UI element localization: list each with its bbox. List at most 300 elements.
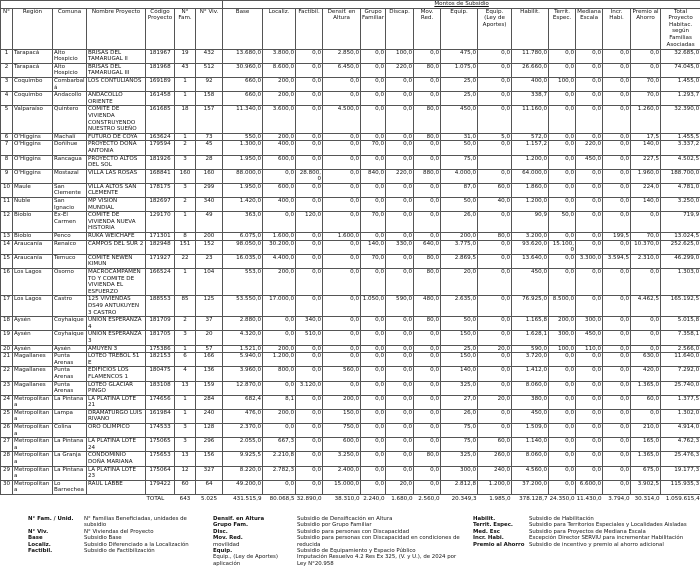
- table-row: [1, 452, 700, 466]
- table-cell: 1.960,0: [631, 169, 661, 183]
- table-cell: 0,0: [323, 198, 361, 212]
- table-cell: 50,0: [441, 198, 478, 212]
- legend-term: Disc.: [213, 529, 293, 535]
- table-cell: 13: [1, 233, 13, 241]
- table-cell: Penco: [53, 233, 87, 241]
- table-cell: Magallanes: [13, 353, 53, 367]
- table-cell: Los Lagos: [13, 269, 53, 296]
- table-row: [1, 63, 700, 77]
- table-cell: 0,0: [323, 155, 361, 169]
- table-cell: 0,0: [603, 452, 631, 466]
- project-name-cell: BRISAS DEL TAMARUGAL III: [87, 63, 146, 77]
- table-cell: 0,0: [549, 49, 576, 63]
- legend-description: Subsidio de Habilitación: [529, 516, 696, 522]
- table-cell: Metropolitana: [13, 409, 53, 423]
- table-cell: 0,0: [361, 63, 386, 77]
- table-cell: 4: [175, 367, 196, 381]
- table-cell: 0,0: [323, 77, 361, 91]
- table-cell: 166524: [146, 269, 175, 296]
- table-cell: 299: [196, 183, 223, 197]
- table-cell: 0,0: [603, 49, 631, 63]
- table-cell: 0,0: [386, 198, 414, 212]
- table-cell: 15.000,0: [323, 480, 361, 494]
- table-cell: 1.075,0: [441, 63, 478, 77]
- table-cell: 12.870,0: [223, 381, 263, 395]
- project-name-cell: LA PLATINA LOTE 21: [87, 395, 146, 409]
- table-cell: 0,0: [414, 155, 441, 169]
- table-cell: 152: [196, 240, 223, 254]
- table-cell: Temuco: [53, 254, 87, 268]
- table-cell: 11.340,0: [223, 106, 263, 133]
- table-cell: 18: [175, 106, 196, 133]
- table-row: [1, 198, 700, 212]
- table-cell: 22: [175, 254, 196, 268]
- table-cell: 0,0: [576, 198, 603, 212]
- table-cell: 0,0: [296, 106, 323, 133]
- table-cell: 22: [1, 367, 13, 381]
- table-cell: Araucanía: [13, 254, 53, 268]
- table-cell: 11.780,0: [512, 49, 549, 63]
- table-cell: 0,0: [386, 367, 414, 381]
- table-cell: Colina: [53, 424, 87, 438]
- table-cell: 240,0: [478, 466, 512, 480]
- table-cell: 0,0: [296, 438, 323, 452]
- table-cell: 53.550,0: [223, 296, 263, 317]
- column-header: Habilit.: [512, 8, 549, 49]
- table-cell: Biobío: [13, 233, 53, 241]
- table-cell: 0,0: [576, 424, 603, 438]
- table-cell: 0,0: [323, 345, 361, 353]
- table-cell: 0,0: [323, 240, 361, 254]
- table-cell: 0,0: [414, 183, 441, 197]
- project-name-cell: RAUL LABBE: [87, 480, 146, 494]
- table-cell: 64.000,0: [512, 169, 549, 183]
- table-cell: 0,0: [386, 409, 414, 423]
- table-cell: 2.850,0: [323, 49, 361, 63]
- table-cell: 7.358,1: [661, 331, 700, 345]
- table-cell: 17: [1, 296, 13, 317]
- table-cell: 0,0: [263, 212, 296, 233]
- table-cell: 3.594,5: [603, 254, 631, 268]
- table-cell: 0,0: [361, 395, 386, 409]
- table-cell: 136: [196, 367, 223, 381]
- legend-description: Subsidio para Proyectos de Mediana Escala: [529, 529, 696, 535]
- table-cell: 182948: [146, 240, 175, 254]
- table-cell: 0,0: [549, 480, 576, 494]
- table-cell: 300,0: [441, 466, 478, 480]
- table-cell: 16.035,0: [223, 254, 263, 268]
- table-cell: 0,0: [386, 92, 414, 106]
- total-cell: 80.068,5: [263, 495, 296, 505]
- table-cell: 1: [175, 409, 196, 423]
- table-cell: 20: [196, 331, 223, 345]
- table-cell: 1: [175, 212, 196, 233]
- table-row: [1, 438, 700, 452]
- table-cell: 45: [196, 141, 223, 155]
- project-name-cell: VILLA LAS ROSAS: [87, 169, 146, 183]
- table-cell: 49.200,0: [223, 480, 263, 494]
- table-cell: 0,0: [386, 466, 414, 480]
- table-cell: 0,0: [478, 63, 512, 77]
- table-cell: 7.292,0: [661, 367, 700, 381]
- table-cell: 50,0: [441, 141, 478, 155]
- legend-description: Subsidio de Densificación en Altura: [297, 516, 469, 522]
- table-cell: 8.600,0: [263, 63, 296, 77]
- table-cell: 181705: [146, 331, 175, 345]
- table-cell: 0,0: [549, 254, 576, 268]
- table-cell: 0,0: [414, 233, 441, 241]
- table-cell: 0,0: [263, 317, 296, 331]
- table-cell: 0,0: [603, 424, 631, 438]
- table-cell: 0,0: [603, 409, 631, 423]
- table-cell: 0,0: [549, 424, 576, 438]
- table-cell: 161984: [146, 409, 175, 423]
- table-cell: 0,0: [576, 77, 603, 91]
- table-cell: 0,0: [603, 169, 631, 183]
- legend-description: reducida: [297, 542, 469, 548]
- column-header: Factibil.: [296, 8, 323, 49]
- table-cell: 0,0: [414, 367, 441, 381]
- table-row: [1, 345, 700, 353]
- table-cell: 220,0: [576, 141, 603, 155]
- table-cell: 0,0: [478, 77, 512, 91]
- table-cell: 2.370,0: [223, 424, 263, 438]
- table-cell: 1.600,0: [263, 233, 296, 241]
- table-cell: 0,0: [549, 381, 576, 395]
- table-cell: 0,0: [296, 49, 323, 63]
- table-cell: 240: [196, 409, 223, 423]
- table-cell: 296: [196, 438, 223, 452]
- table-cell: 20,0: [386, 480, 414, 494]
- table-cell: 0,0: [549, 438, 576, 452]
- table-cell: 26,0: [441, 212, 478, 233]
- table-cell: 174656: [146, 395, 175, 409]
- table-cell: 667,3: [263, 438, 296, 452]
- table-cell: Lampa: [53, 409, 87, 423]
- table-cell: 200,0: [441, 233, 478, 241]
- legend-description: N° Familias Beneficiadas, unidades de subsidio: [84, 516, 209, 529]
- total-cell: 378.128,7: [512, 495, 549, 505]
- column-header-row: [1, 8, 700, 49]
- table-cell: 14: [1, 240, 13, 254]
- table-cell: 8.220,0: [223, 466, 263, 480]
- table-row: [1, 409, 700, 423]
- table-cell: 0,0: [361, 106, 386, 133]
- table-cell: 210,0: [631, 424, 661, 438]
- table-cell: 4.781,0: [661, 183, 700, 197]
- table-cell: 0,0: [361, 381, 386, 395]
- table-row: [1, 254, 700, 268]
- table-cell: 2.310,0: [631, 254, 661, 268]
- table-cell: 4.914,0: [661, 424, 700, 438]
- table-cell: 0,0: [361, 424, 386, 438]
- table-cell: 188553: [146, 296, 175, 317]
- table-cell: 6.450,0: [323, 63, 361, 77]
- table-row: [1, 106, 700, 133]
- legend-description: N° Viviendas del Proyecto: [84, 529, 209, 535]
- table-cell: 450,0: [576, 331, 603, 345]
- table-cell: Ex-El Carmen: [53, 212, 87, 233]
- table-cell: 512: [196, 63, 223, 77]
- table-cell: 3.720,0: [512, 353, 549, 367]
- table-cell: 0,0: [576, 395, 603, 409]
- table-cell: 2.210,8: [263, 452, 296, 466]
- table-cell: 0,0: [263, 331, 296, 345]
- table-cell: 0,0: [549, 63, 576, 77]
- project-name-cell: VILLA ALTOS SAN CLEMENTE: [87, 183, 146, 197]
- table-cell: 25,0: [441, 345, 478, 353]
- table-cell: 1.600,0: [323, 233, 361, 241]
- table-cell: 3: [175, 424, 196, 438]
- project-name-cell: MP VISIÓN MUNDIAL: [87, 198, 146, 212]
- table-cell: 550,0: [223, 133, 263, 141]
- legend-term: Equip., (Ley de Aportes): [213, 554, 293, 560]
- project-name-cell: COMITE NEWEN KIMUN: [87, 254, 146, 268]
- table-cell: 327: [196, 466, 223, 480]
- table-cell: 284: [196, 395, 223, 409]
- table-cell: 0,0: [576, 296, 603, 317]
- table-cell: 0,0: [323, 169, 361, 183]
- table-cell: 179422: [146, 480, 175, 494]
- table-cell: 2: [1, 63, 13, 77]
- table-cell: Rancagua: [53, 155, 87, 169]
- table-cell: 3.902,5: [631, 480, 661, 494]
- total-cell: 30.314,0: [631, 495, 661, 505]
- table-cell: 0,0: [386, 424, 414, 438]
- legend-term: Grupo Fam.: [213, 522, 293, 528]
- project-name-cell: ANDACOLLO ORIENTE: [87, 92, 146, 106]
- table-cell: 8.060,0: [512, 381, 549, 395]
- table-cell: 0,0: [603, 367, 631, 381]
- table-row: [1, 395, 700, 409]
- table-cell: 150,0: [441, 353, 478, 367]
- table-cell: Osorno: [53, 269, 87, 296]
- table-cell: 675,0: [631, 466, 661, 480]
- table-cell: 1.412,0: [512, 367, 549, 381]
- table-cell: 572,0: [512, 133, 549, 141]
- table-cell: 0,0: [386, 133, 414, 141]
- table-cell: 0,0: [361, 183, 386, 197]
- legend-term: Habilit.: [473, 516, 525, 522]
- table-cell: Combarbalá: [53, 77, 87, 91]
- table-cell: 0,0: [603, 240, 631, 254]
- table-cell: Metropolitana: [13, 395, 53, 409]
- table-cell: 340: [196, 198, 223, 212]
- group-header-row: [1, 1, 700, 9]
- table-cell: 0,0: [478, 92, 512, 106]
- table-cell: 8: [175, 233, 196, 241]
- table-row: [1, 169, 700, 183]
- table-cell: Andacollo: [53, 92, 87, 106]
- table-cell: Aysén: [13, 331, 53, 345]
- table-cell: 1.157,2: [512, 141, 549, 155]
- table-cell: 252.625,0: [661, 240, 700, 254]
- legend-term: Incr. Habi.: [473, 535, 525, 541]
- table-cell: 60,0: [631, 395, 661, 409]
- table-cell: 175386: [146, 345, 175, 353]
- table-cell: 151: [175, 240, 196, 254]
- table-cell: 80,0: [414, 269, 441, 296]
- project-name-cell: AMUYEN 3: [87, 345, 146, 353]
- table-row: [1, 212, 700, 233]
- table-cell: 0,0: [296, 133, 323, 141]
- table-cell: 1.377,5: [661, 395, 700, 409]
- table-cell: 178175: [146, 183, 175, 197]
- table-cell: 9: [1, 169, 13, 183]
- table-cell: 0,0: [263, 169, 296, 183]
- column-header: N°: [1, 8, 13, 49]
- total-row: [1, 495, 700, 505]
- table-cell: 0,0: [414, 49, 441, 63]
- legend-description: Subsidio Base: [84, 535, 209, 541]
- table-cell: 0,0: [361, 331, 386, 345]
- table-cell: 450,0: [512, 269, 549, 296]
- group-header-blank: [1, 1, 223, 9]
- table-cell: 2.880,0: [223, 317, 263, 331]
- table-cell: 0,0: [361, 77, 386, 91]
- table-row: [1, 133, 700, 141]
- table-cell: 104: [196, 269, 223, 296]
- table-cell: 4: [1, 92, 13, 106]
- table-cell: 115.935,3: [661, 480, 700, 494]
- table-cell: 2.400,0: [323, 466, 361, 480]
- table-cell: 0,0: [549, 466, 576, 480]
- total-cell: 5.025: [196, 495, 223, 505]
- table-cell: 0,0: [296, 353, 323, 367]
- table-cell: 4.320,0: [223, 331, 263, 345]
- table-cell: 0,0: [386, 183, 414, 197]
- table-cell: 1.521,0: [223, 345, 263, 353]
- table-cell: 3.300,0: [576, 254, 603, 268]
- table-cell: 476,0: [223, 409, 263, 423]
- table-cell: La Pintana: [53, 466, 87, 480]
- total-cell: 11.430,0: [576, 495, 603, 505]
- table-cell: 129170: [146, 212, 175, 233]
- table-cell: 200,0: [549, 317, 576, 331]
- table-cell: 300,0: [576, 317, 603, 331]
- table-cell: 0,0: [414, 92, 441, 106]
- table-cell: 80,0: [414, 106, 441, 133]
- table-cell: 0,0: [386, 381, 414, 395]
- table-cell: 0,0: [478, 106, 512, 133]
- table-cell: 0,0: [361, 480, 386, 494]
- table-cell: 4.500,0: [323, 106, 361, 133]
- table-cell: 0,0: [386, 254, 414, 268]
- table-cell: 160: [175, 169, 196, 183]
- table-cell: 0,0: [386, 106, 414, 133]
- legend-description: Imputación Resuelvo 4.2 Res Ex 325, (V. y U.), de 2024 por: [297, 554, 469, 560]
- column-header: Densif. en Altura: [323, 8, 361, 49]
- table-cell: 1: [175, 269, 196, 296]
- table-cell: 2.812,8: [441, 480, 478, 494]
- table-cell: 0,0: [603, 466, 631, 480]
- table-cell: 9.925,5: [223, 452, 263, 466]
- table-row: [1, 77, 700, 91]
- table-cell: 16: [1, 269, 13, 296]
- table-cell: 800,0: [263, 367, 296, 381]
- table-cell: 630,0: [631, 353, 661, 367]
- table-cell: 12: [1, 212, 13, 233]
- table-cell: 0,0: [414, 466, 441, 480]
- table-cell: 0,0: [323, 183, 361, 197]
- table-cell: 160: [196, 169, 223, 183]
- table-cell: 0,0: [603, 480, 631, 494]
- table-cell: 0,0: [296, 395, 323, 409]
- table-cell: 30.960,0: [223, 63, 263, 77]
- table-cell: 363,0: [223, 212, 263, 233]
- table-cell: 3.200,0: [512, 233, 549, 241]
- table-cell: 1.050,0: [361, 296, 386, 317]
- table-row: [1, 269, 700, 296]
- total-cell: 32.890,0: [296, 495, 323, 505]
- total-cell: 431.515,9: [223, 495, 263, 505]
- table-cell: 0,0: [361, 367, 386, 381]
- column-header: Localiz.: [263, 8, 296, 49]
- table-row: [1, 480, 700, 494]
- table-cell: La Pintana: [53, 395, 87, 409]
- table-cell: 0,0: [603, 353, 631, 367]
- table-cell: 0,0: [631, 269, 661, 296]
- table-cell: 0,0: [414, 480, 441, 494]
- table-cell: 0,0: [386, 155, 414, 169]
- table-cell: 0,0: [361, 452, 386, 466]
- table-cell: 11.160,0: [512, 106, 549, 133]
- table-cell: 11: [1, 198, 13, 212]
- table-cell: 0,0: [296, 424, 323, 438]
- table-cell: 1.509,0: [512, 424, 549, 438]
- table-cell: 4.502,5: [661, 155, 700, 169]
- table-cell: 8,1: [263, 395, 296, 409]
- legend-term: Med. Esc: [473, 529, 525, 535]
- table-cell: Mostazal: [53, 169, 87, 183]
- total-cell: 1.680,0: [386, 495, 414, 505]
- legend-description: Subsidio de Equipamiento y Espacio Público: [297, 548, 469, 554]
- table-cell: 330,0: [386, 240, 414, 254]
- table-cell: 0,0: [386, 438, 414, 452]
- table-cell: 1.303,0: [661, 269, 700, 296]
- table-cell: 400,0: [263, 198, 296, 212]
- table-cell: 0,0: [549, 353, 576, 367]
- table-cell: 0,0: [361, 438, 386, 452]
- legend-term: aplicación: [213, 561, 293, 567]
- table-cell: 0,0: [414, 77, 441, 91]
- table-cell: 168841: [146, 169, 175, 183]
- table-cell: 200,0: [263, 345, 296, 353]
- table-cell: Metropolitana: [13, 438, 53, 452]
- table-cell: 7: [1, 141, 13, 155]
- montos-group-header: [223, 1, 700, 9]
- table-cell: 0,0: [296, 409, 323, 423]
- table-cell: 70,0: [631, 77, 661, 91]
- table-body: [1, 49, 700, 504]
- table-cell: Araucanía: [13, 240, 53, 254]
- table-cell: 0,0: [576, 438, 603, 452]
- table-cell: 1: [175, 77, 196, 91]
- table-cell: 125: [196, 296, 223, 317]
- table-cell: 0,0: [386, 77, 414, 91]
- table-cell: 0,0: [414, 409, 441, 423]
- table-cell: 158: [196, 92, 223, 106]
- table-cell: 50,0: [441, 317, 478, 331]
- table-cell: 93.620,0: [512, 240, 549, 254]
- table-cell: Maule: [13, 183, 53, 197]
- table-cell: 750,0: [323, 424, 361, 438]
- table-cell: San Ignacio: [53, 198, 87, 212]
- table-cell: 80,0: [414, 317, 441, 331]
- table-cell: 0,0: [576, 269, 603, 296]
- table-cell: 590,0: [512, 345, 549, 353]
- project-name-cell: COMITÉ DE VIVIENDA CONSTRUYENDO NUESTRO SUEÑO: [87, 106, 146, 133]
